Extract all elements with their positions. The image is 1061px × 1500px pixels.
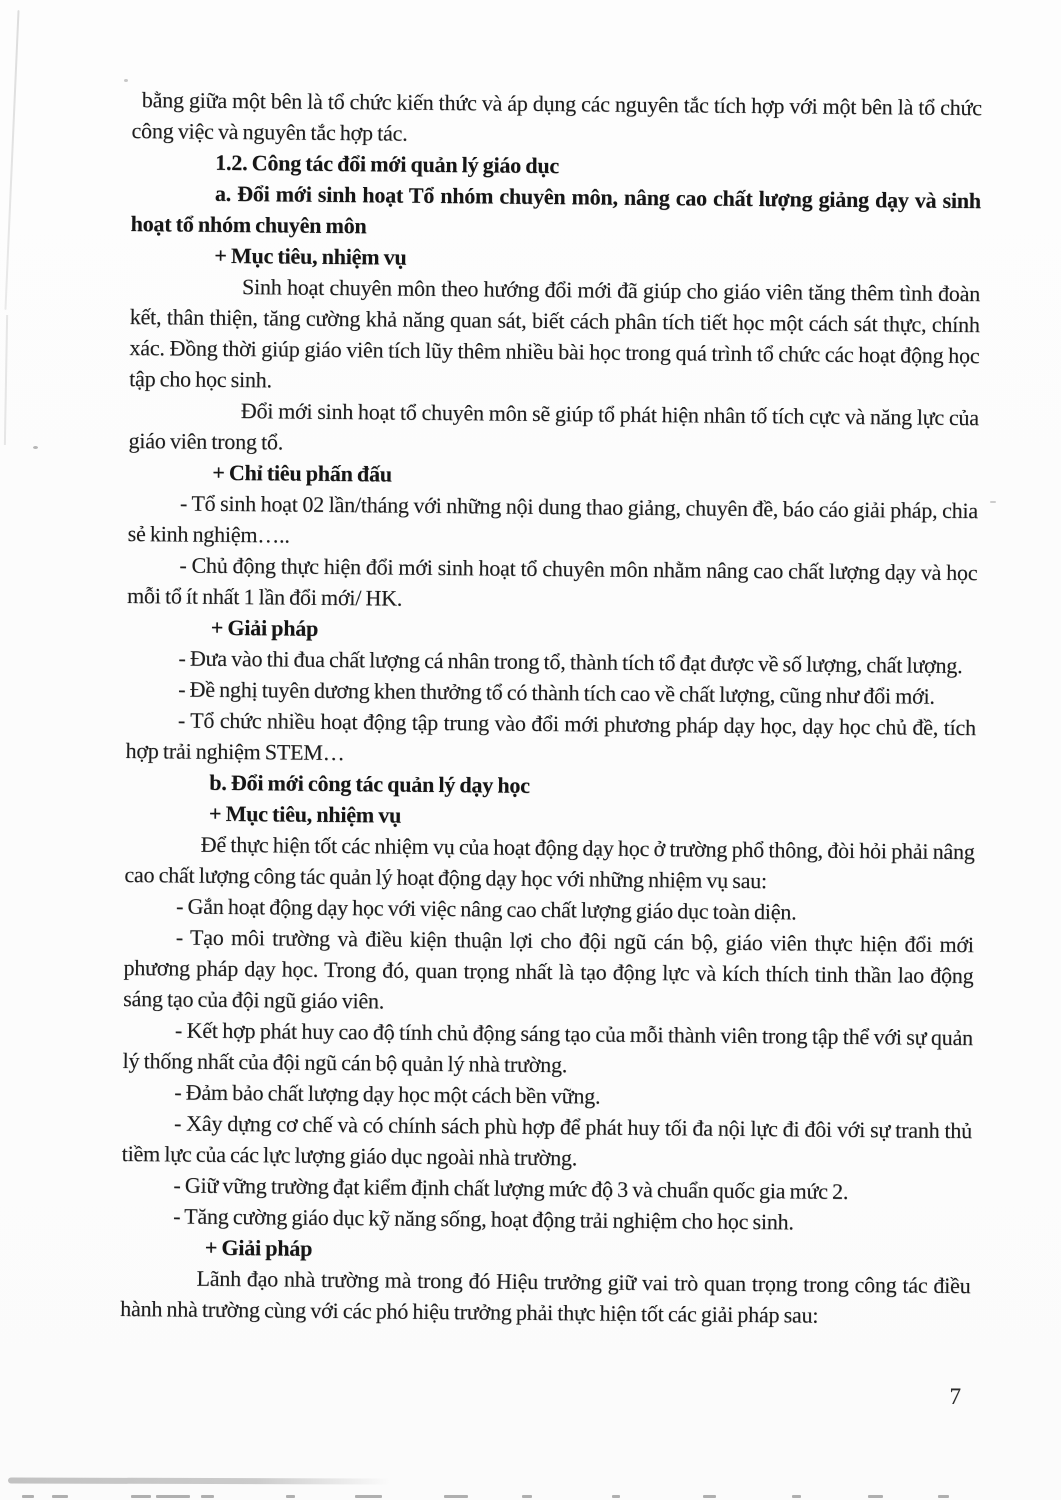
heading: + Giải pháp (210, 614, 319, 641)
heading: + Chỉ tiêu phấn đấu (212, 459, 392, 487)
paragraph: - Giữ vững trường đạt kiểm định chất lượng mức độ 3 và chuẩn quốc gia mức 2. (173, 1172, 849, 1204)
paragraph: Sinh hoạt chuyên môn theo hướng đổi mới đã giúp cho giáo viên tăng thêm tình đoàn kết, thân thiện, tăng cường khả năng quan sát, biết cách phân tích tiết học một cách sát thực, chính xác. Đồng thời giúp giáo viên tích lũy thêm nhiều bài học trong quá trình tổ chức các hoạt động học tập cho học sinh. (129, 274, 981, 393)
paragraph: Lãnh đạo nhà trường mà trong đó Hiệu trưởng giữ vai trò quan trọng trong công tác điều hành nhà trường cùng với các phó hiệu trưởng phải thực hiện tốt các giải pháp sau: (120, 1265, 971, 1328)
paragraph: - Tạo môi trường và điều kiện thuận lợi cho đội ngũ cán bộ, giáo viên thực hiện đổi mới phương pháp dạy học. Trong đó, quan trọng nhất là tạo động lực và kích thích tinh thần lao động sáng tạo của đội ngũ giáo viên. (123, 924, 974, 1014)
paragraph: - Đảm bảo chất lượng dạy học một cách bền vững. (174, 1079, 601, 1109)
scan-dash (938, 1495, 949, 1498)
scan-scratch-line (4, 315, 8, 445)
scan-dash (792, 1495, 801, 1498)
paragraph: - Đề nghị tuyên dương khen thưởng tổ có thành tích cao về chất lượng, cũng như đổi mới. (178, 676, 935, 709)
scan-artifacts-bottom (0, 1490, 1061, 1500)
paragraph: - Kết hợp phát huy cao độ tính chủ động sáng tạo của mỗi thành viên trong tập thể với sự quản lý thống nhất của đội ngũ cán bộ quản lý nhà trường. (122, 1017, 974, 1078)
heading: 1.2. Công tác đổi mới quản lý giáo dục (215, 149, 560, 179)
heading: a. Đổi mới sinh hoạt Tổ nhóm chuyên môn, nâng cao chất lượng giảng dạy và sinh hoạt tổ nhóm chuyên môn (130, 180, 982, 239)
scan-speck (124, 79, 128, 82)
paragraph: - Xây dựng cơ chế và có chính sách phù hợp để phát huy tối đa nội lực đi đôi với sự tranh thủ tiềm lực của các lực lượng giáo dục ngoài nhà trường. (121, 1110, 973, 1171)
scan-dash (156, 1495, 190, 1498)
scan-dash (522, 1495, 532, 1498)
scan-scratch-line (4, 10, 19, 310)
paragraph: - Tổ chức nhiều hoạt động tập trung vào đổi mới phương pháp dạy học, dạy học chủ đề, tích hợp trải nghiệm STEM… (125, 707, 976, 766)
scan-dash (201, 1495, 214, 1498)
paragraph: Đổi mới sinh hoạt tổ chuyên môn sẽ giúp tổ phát hiện nhân tố tích cực và năng lực của giáo viên trong tổ. (128, 398, 979, 455)
scan-dash (703, 1495, 716, 1498)
paragraph: - Tăng cường giáo dục kỹ năng sống, hoạt động trải nghiệm cho học sinh. (173, 1203, 794, 1235)
heading: + Mục tiêu, nhiệm vụ (208, 800, 402, 828)
scan-speck (33, 446, 38, 449)
heading: + Mục tiêu, nhiệm vụ (214, 242, 407, 270)
scan-dash (52, 1495, 68, 1498)
scan-edge-strip (8, 1478, 390, 1485)
scan-dash (355, 1495, 382, 1498)
heading: + Giải pháp (204, 1234, 313, 1261)
heading: b. Đổi mới công tác quản lý dạy học (209, 769, 530, 798)
scan-dash (444, 1495, 468, 1498)
scan-dash (131, 1495, 151, 1498)
paragraph: bằng giữa một bên là tổ chức kiến thức và áp dụng các nguyên tắc tích hợp với một bên là tổ chức công việc và nguyên tắc hợp tác. (131, 87, 982, 146)
paragraph: - Tổ sinh hoạt 02 lần/tháng với những nội dung thao giảng, chuyên đề, báo cáo giải pháp, chia sẻ kinh nghiệm….. (127, 490, 979, 548)
paragraph: - Đưa vào thi đua chất lượng cá nhân trong tổ, thành tích tổ đạt được về số lượng, chất lượng. (178, 645, 963, 678)
scan-dash (286, 1495, 295, 1498)
page-number: 7 (949, 1384, 961, 1409)
document-content (120, 84, 982, 1332)
paragraph: - Gắn hoạt động dạy học với việc nâng cao chất lượng giáo dục toàn diện. (175, 893, 797, 925)
paragraph: Để thực hiện tốt các nhiệm vụ của hoạt động dạy học ở trường phổ thông, đòi hỏi phải nâng cao chất lượng công tác quản lý hoạt động dạy học với những nhiệm vụ sau: (124, 831, 975, 894)
scan-dash (868, 1495, 883, 1498)
scan-dash (612, 1495, 620, 1498)
scan-dash (22, 1495, 34, 1498)
scan-speck (990, 501, 996, 503)
paragraph: - Chủ động thực hiện đổi mới sinh hoạt tổ chuyên môn nhằm nâng cao chất lượng dạy và học mỗi tổ ít nhất 1 lần đổi mới/ HK. (126, 552, 978, 611)
